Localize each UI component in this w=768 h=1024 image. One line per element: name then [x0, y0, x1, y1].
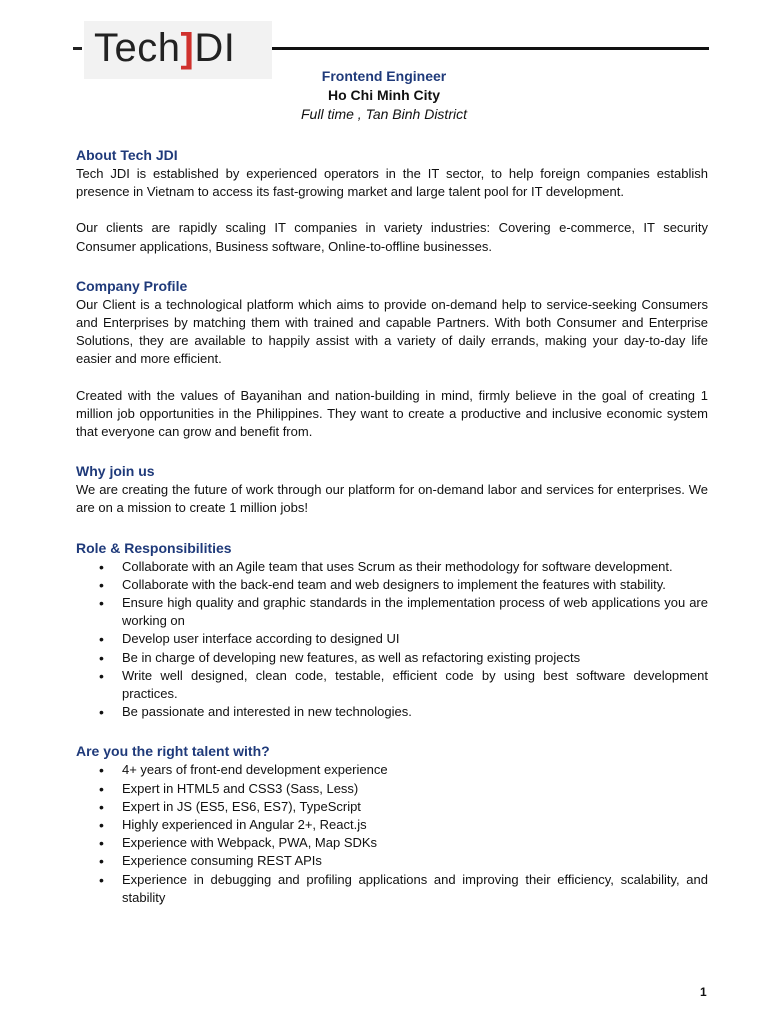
logo-text-right: DI	[194, 26, 236, 70]
role-item: • Ensure high quality and graphic standards in the implementation process of web applications you are working on	[122, 594, 708, 630]
talent-item: • Expert in HTML5 and CSS3 (Sass, Less)	[122, 780, 708, 798]
role-item: • Collaborate with an Agile team that uses Scrum as their methodology for software development.	[122, 558, 708, 576]
about-paragraph-1: Tech JDI is established by experienced operators in the IT sector, to help foreign companies establish presence in Vietnam to access its fast-growing market and large talent pool for IT development.	[76, 166, 708, 200]
talent-item: • Experience consuming REST APIs	[122, 852, 708, 870]
logo-text-left: Tech	[94, 26, 181, 70]
company-profile-paragraph-1: Our Client is a technological platform which aims to provide on-demand help to service-seeking Consumers and Enterprises by matching them with trained and capable Partners. With both Consumer and Enterprise Solutions, they are available to happily assist with a variety of daily errands, making your day-to-day life easier and more efficient.	[76, 296, 708, 367]
talent-heading: Are you the right talent with?	[76, 743, 270, 760]
job-type: Full time , Tan Binh District	[301, 106, 467, 122]
page-number: 1	[700, 985, 707, 999]
talent-item: • 4+ years of front-end development experience	[122, 761, 708, 779]
role-item: • Be passionate and interested in new technologies.	[122, 703, 708, 721]
company-profile-heading: Company Profile	[76, 277, 188, 294]
about-paragraph-2: Our clients are rapidly scaling IT companies in variety industries: Covering e-commerce, IT security Consumer applications, Business software, Online-to-offline businesses.	[76, 220, 708, 254]
talent-item: • Highly experienced in Angular 2+, React.js	[122, 816, 708, 834]
tech-jdi-logo	[94, 24, 235, 72]
role-item: • Be in charge of developing new features, as well as refactoring existing projects	[122, 649, 708, 667]
role-list	[76, 558, 708, 722]
why-join-paragraph: We are creating the future of work through our platform for on-demand labor and services for enterprises. We are on a mission to create 1 million jobs!	[76, 482, 708, 516]
logo-bracket: ]	[180, 26, 195, 70]
talent-item: • Experience in debugging and profiling applications and improving their efficiency, scalability, and stability	[122, 871, 708, 907]
role-item: • Collaborate with the back-end team and web designers to implement the features with stability.	[122, 576, 708, 594]
role-heading: Role & Responsibilities	[76, 539, 232, 556]
why-join-heading: Why join us	[76, 463, 155, 480]
role-item: • Write well designed, clean code, testable, efficient code by using best software development practices.	[122, 667, 708, 703]
job-header	[0, 67, 768, 124]
logo-dash	[73, 47, 82, 50]
about-heading: About Tech JDI	[76, 147, 178, 163]
header-rule	[272, 47, 709, 50]
talent-list	[76, 761, 708, 907]
job-city: Ho Chi Minh City	[328, 87, 440, 103]
document-body	[76, 145, 708, 907]
talent-item: • Expert in JS (ES5, ES6, ES7), TypeScript	[122, 798, 708, 816]
company-profile-paragraph-2: Created with the values of Bayanihan and nation-building in mind, firmly believe in the goal of creating 1 million job opportunities in the Philippines. They want to create a productive and inclusive economic system that everyone can grow and benefit from.	[76, 387, 708, 440]
job-title: Frontend Engineer	[321, 68, 447, 84]
role-item: • Develop user interface according to designed UI	[122, 630, 708, 648]
talent-item: • Experience with Webpack, PWA, Map SDKs	[122, 834, 708, 852]
